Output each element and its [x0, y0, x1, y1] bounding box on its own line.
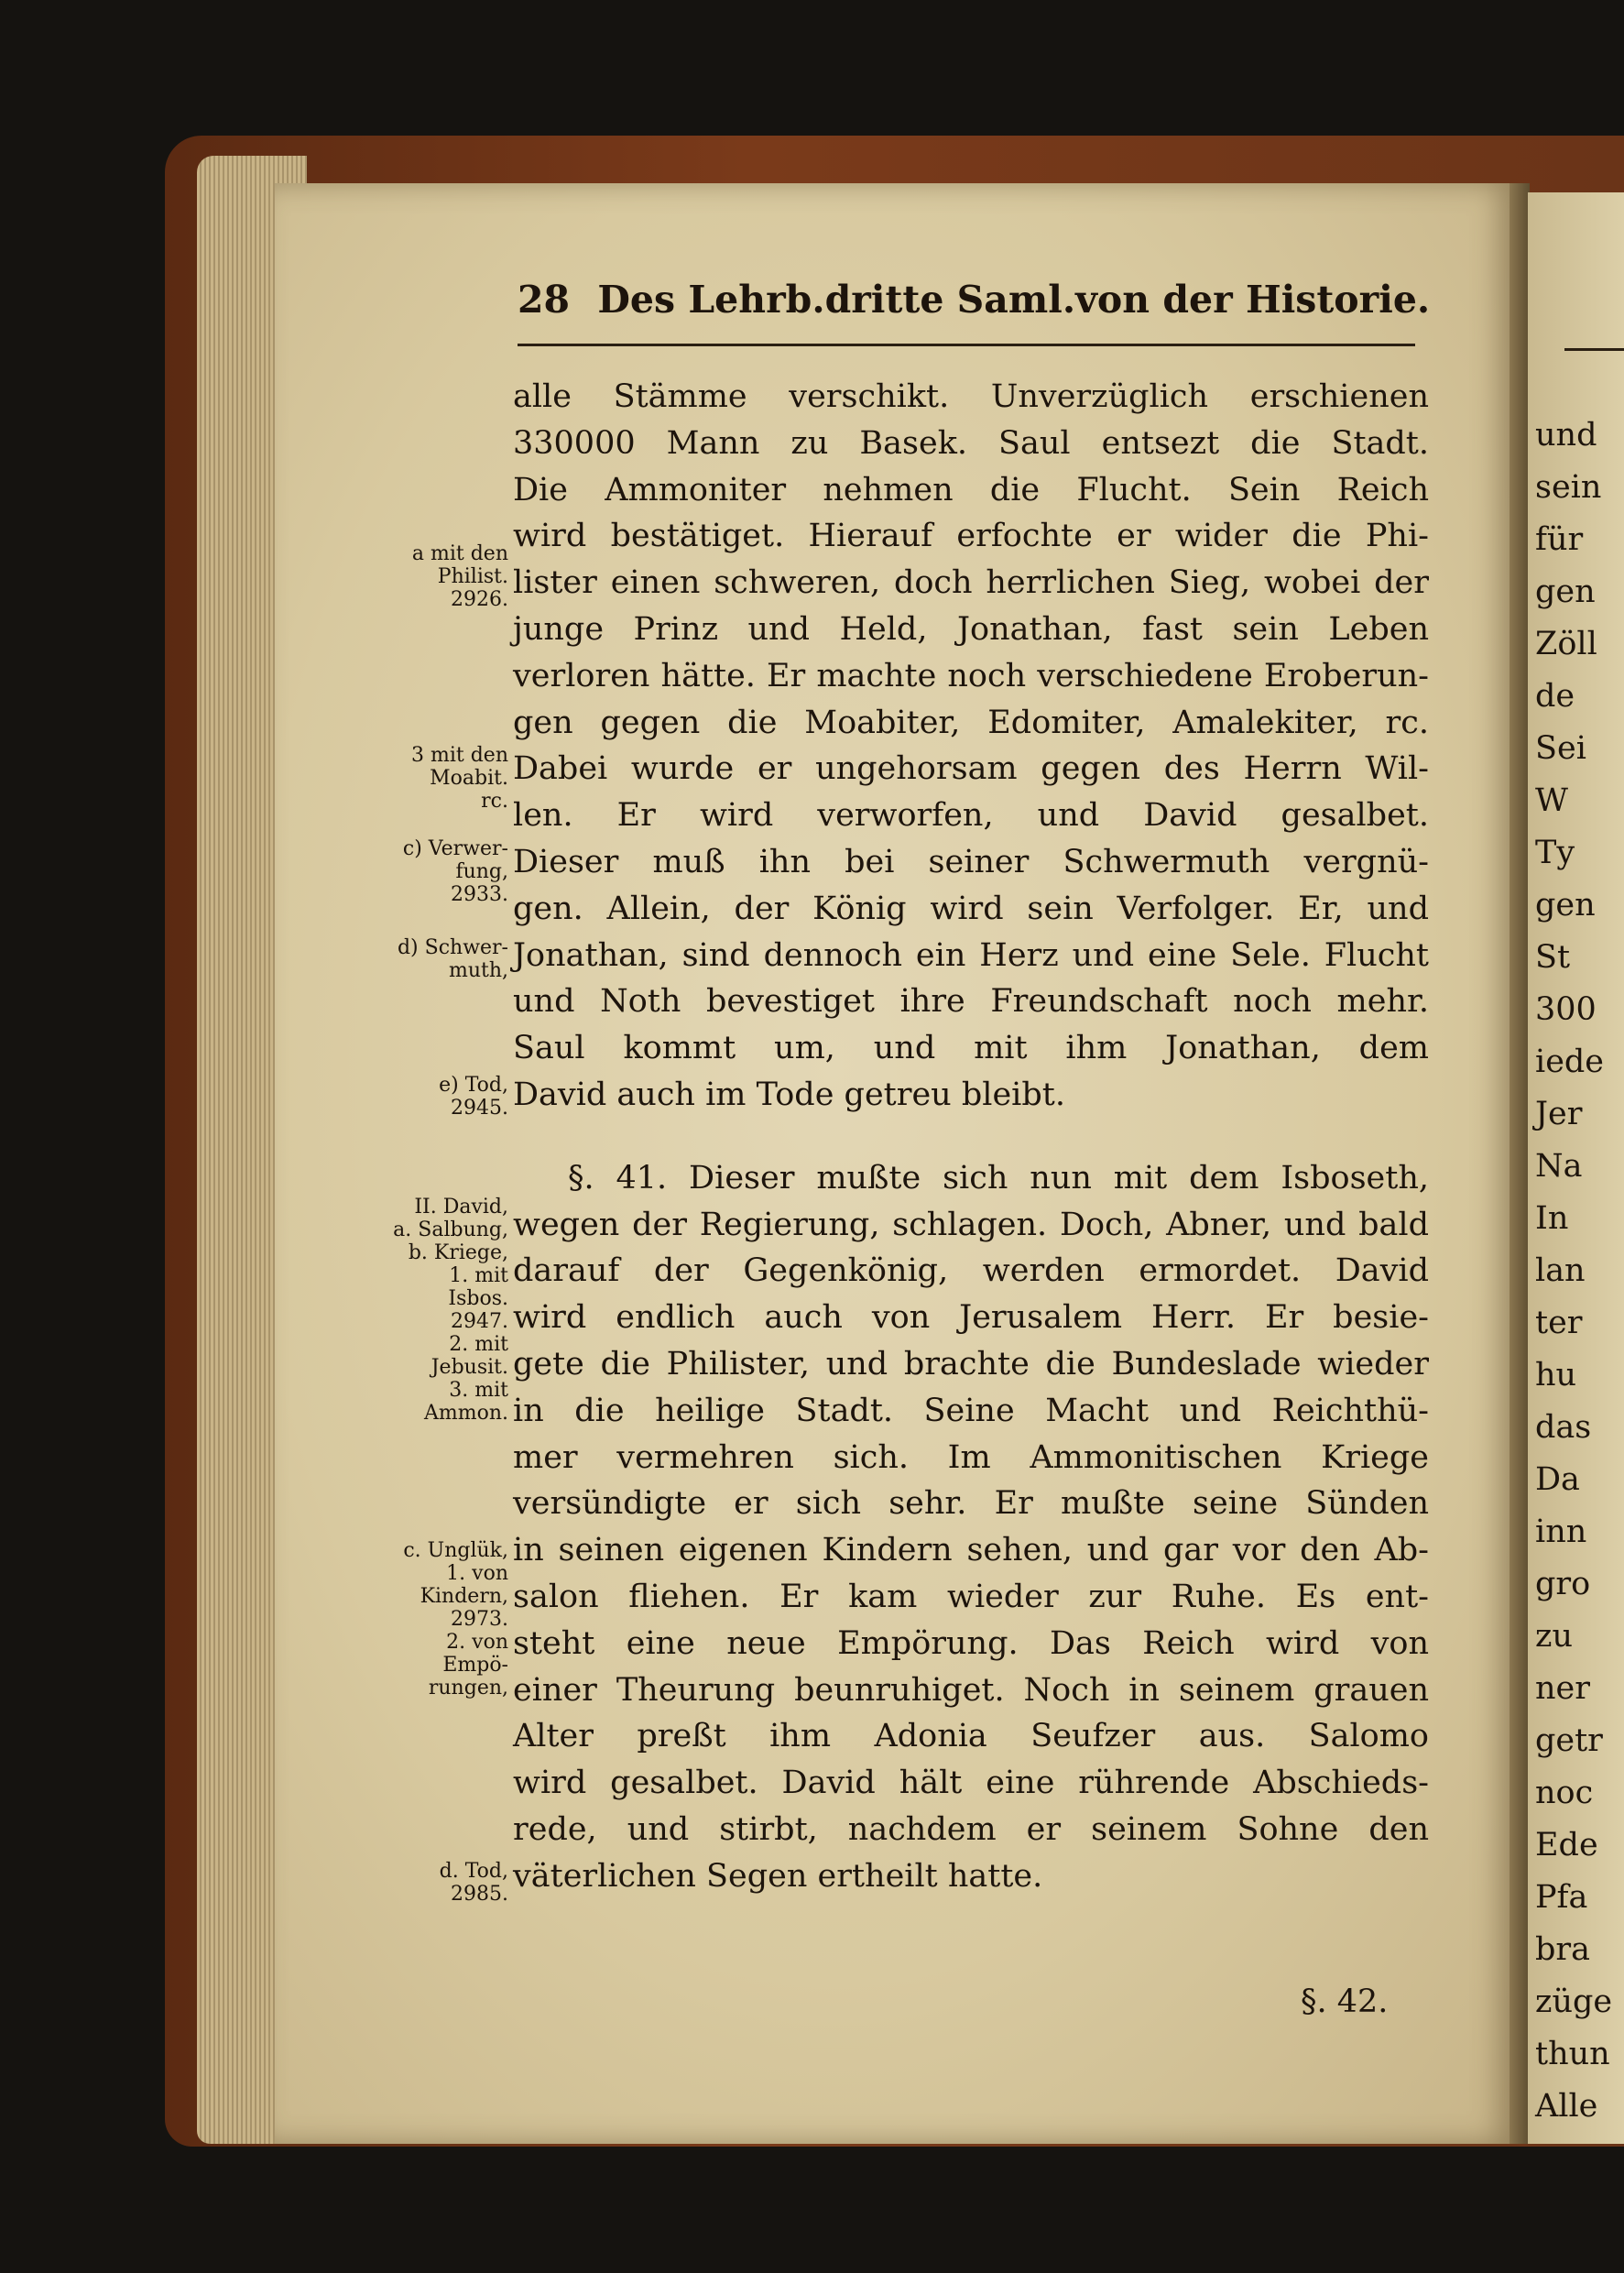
text-line: junge Prinz und Held, Jonathan, fast sein Leben: [513, 610, 1429, 648]
margin-note: e) Tod, 2945.: [439, 1074, 508, 1120]
right-page-fragment-line: ner: [1535, 1670, 1590, 1707]
right-page-fragment-line: Zöll: [1535, 626, 1597, 662]
running-title: Des Lehrb.dritte Saml.von der Historie.: [597, 278, 1431, 322]
right-page-fragment: [1528, 192, 1624, 2144]
right-page-rule: [1564, 348, 1624, 351]
right-page-fragment-line: gen: [1535, 887, 1596, 923]
margin-note: d) Schwer- muth,: [397, 936, 508, 982]
text-line: verloren hätte. Er machte noch verschiedene Eroberun-: [513, 657, 1429, 694]
text-line: Dabei wurde er ungehorsam gegen des Herrn Wil-: [513, 750, 1429, 788]
text-line: rede, und stirbt, nachdem er seinem Sohne den: [513, 1810, 1429, 1848]
text-line: lister einen schweren, doch herrlichen Sieg, wobei der: [513, 564, 1429, 602]
text-line: Dieser muß ihn bei seiner Schwermuth vergnü-: [513, 843, 1429, 880]
right-page-fragment-line: für: [1535, 521, 1584, 558]
right-page-fragment-line: Da: [1535, 1461, 1580, 1498]
page-number: 28: [518, 278, 571, 322]
body-text: [513, 374, 1429, 1900]
right-page-fragment-line: lan: [1535, 1252, 1586, 1289]
right-page-fragment-line: gen: [1535, 574, 1596, 610]
text-line: in seinen eigenen Kindern sehen, und gar vor den Ab-: [513, 1532, 1429, 1569]
text-line: mer vermehren sich. Im Ammonitischen Kriege: [513, 1438, 1429, 1476]
right-page-fragment-line: hu: [1535, 1357, 1577, 1393]
right-page-fragment-line: thun: [1535, 2036, 1610, 2072]
right-page-fragment-line: noc: [1535, 1775, 1594, 1811]
text-line: steht eine neue Empörung. Das Reich wird von: [513, 1624, 1429, 1662]
book-gutter: [1510, 183, 1530, 2144]
text-line: gen. Allein, der König wird sein Verfolger. Er, und: [513, 890, 1429, 927]
text-line: Alter preßt ihm Adonia Seufzer aus. Salomo: [513, 1718, 1429, 1755]
margin-note: II. David, a. Salbung, b. Kriege, 1. mit Isbos. 2947. 2. mit Jebusit. 3. mit Ammon.: [393, 1196, 508, 1425]
text-line: Saul kommt um, und mit ihm Jonathan, dem: [513, 1030, 1429, 1067]
catchword: §. 42.: [1301, 1983, 1389, 2020]
text-line: darauf der Gegenkönig, werden ermordet. David: [513, 1252, 1429, 1290]
right-page-fragment-line: gro: [1535, 1566, 1591, 1602]
text-line: gete die Philister, und brachte die Bundeslade wieder: [513, 1345, 1429, 1382]
text-line: alle Stämme verschikt. Unverzüglich erschienen: [513, 378, 1429, 415]
right-page-fragment-line: inn: [1535, 1514, 1587, 1550]
text-line: Jonathan, sind dennoch ein Herz und eine Sele. Flucht: [513, 936, 1429, 974]
right-page-fragment-line: getr: [1535, 1722, 1603, 1759]
text-line: len. Er wird verworfen, und David gesalbet.: [513, 797, 1429, 835]
right-page-fragment-line: zu: [1535, 1618, 1573, 1655]
right-page-fragment-line: Pfa: [1535, 1879, 1588, 1916]
right-page-fragment-line: In: [1535, 1200, 1569, 1237]
margin-note: a mit den Philist. 2926.: [411, 542, 508, 611]
right-page-fragment-line: Ede: [1535, 1827, 1598, 1863]
right-page-fragment-line: bra: [1535, 1931, 1591, 1968]
text-line: 330000 Mann zu Basek. Saul entsezt die Stadt.: [513, 424, 1429, 462]
text-line: wird endlich auch von Jerusalem Herr. Er besie-: [513, 1299, 1429, 1337]
text-line: §. 41. Dieser mußte sich nun mit dem Isboseth,: [568, 1159, 1429, 1197]
right-page-fragment-line: Na: [1535, 1148, 1583, 1185]
running-header: [518, 278, 1431, 333]
right-page-fragment-line: de: [1535, 678, 1575, 715]
text-line: und Noth bevestiget ihre Freundschaft noch mehr.: [513, 983, 1429, 1021]
text-line: Die Ammoniter nehmen die Flucht. Sein Reich: [513, 471, 1429, 508]
right-page-fragment-line: 300: [1535, 991, 1597, 1028]
text-line: salon fliehen. Er kam wieder zur Ruhe. Es ent-: [513, 1578, 1429, 1615]
paragraph-1: [513, 374, 1429, 1119]
text-line: väterlichen Segen ertheilt hatte.: [513, 1857, 1043, 1895]
right-page-fragment-line: Alle: [1535, 2088, 1598, 2125]
text-line: in die heilige Stadt. Seine Macht und Reichthü-: [513, 1392, 1429, 1429]
text-line: wegen der Regierung, schlagen. Doch, Abner, und bald: [513, 1206, 1429, 1243]
right-page-fragment-line: W: [1535, 782, 1568, 819]
text-line: versündigte er sich sehr. Er mußte seine Sünden: [513, 1485, 1429, 1523]
margin-note: d. Tod, 2985.: [439, 1860, 508, 1906]
text-line: wird gesalbet. David hält eine rührende Abschieds-: [513, 1765, 1429, 1802]
right-page-fragment-line: Ty: [1535, 835, 1575, 871]
margin-note: c) Verwer- fung, 2933.: [402, 837, 508, 906]
right-page-fragment-line: das: [1535, 1409, 1592, 1446]
text-line: David auch im Tode getreu bleibt.: [513, 1076, 1065, 1113]
right-page-fragment-line: sein: [1535, 469, 1602, 506]
right-page-fragment-line: St: [1535, 939, 1571, 976]
right-page-fragment-line: ter: [1535, 1305, 1583, 1341]
right-page-fragment-line: Jer: [1535, 1096, 1583, 1132]
text-line: gen gegen die Moabiter, Edomiter, Amalekiter, rc.: [513, 704, 1429, 741]
text-line: einer Theurung beunruhiget. Noch in seinem grauen: [513, 1671, 1429, 1709]
margin-note: c. Unglük, 1. von Kindern, 2973. 2. von Empö- rungen,: [403, 1539, 508, 1699]
text-line: wird bestätiget. Hierauf erfochte er wider die Phi-: [513, 518, 1429, 555]
header-rule: [518, 344, 1415, 346]
right-page-fragment-line: und: [1535, 417, 1597, 454]
margin-note: 3 mit den Moabit. rc.: [411, 744, 508, 813]
right-page-fragment-line: iede: [1535, 1044, 1605, 1080]
right-page-fragment-line: züge: [1535, 1983, 1613, 2020]
paragraph-41: [513, 1155, 1429, 1900]
right-page-fragment-line: Sei: [1535, 730, 1586, 767]
